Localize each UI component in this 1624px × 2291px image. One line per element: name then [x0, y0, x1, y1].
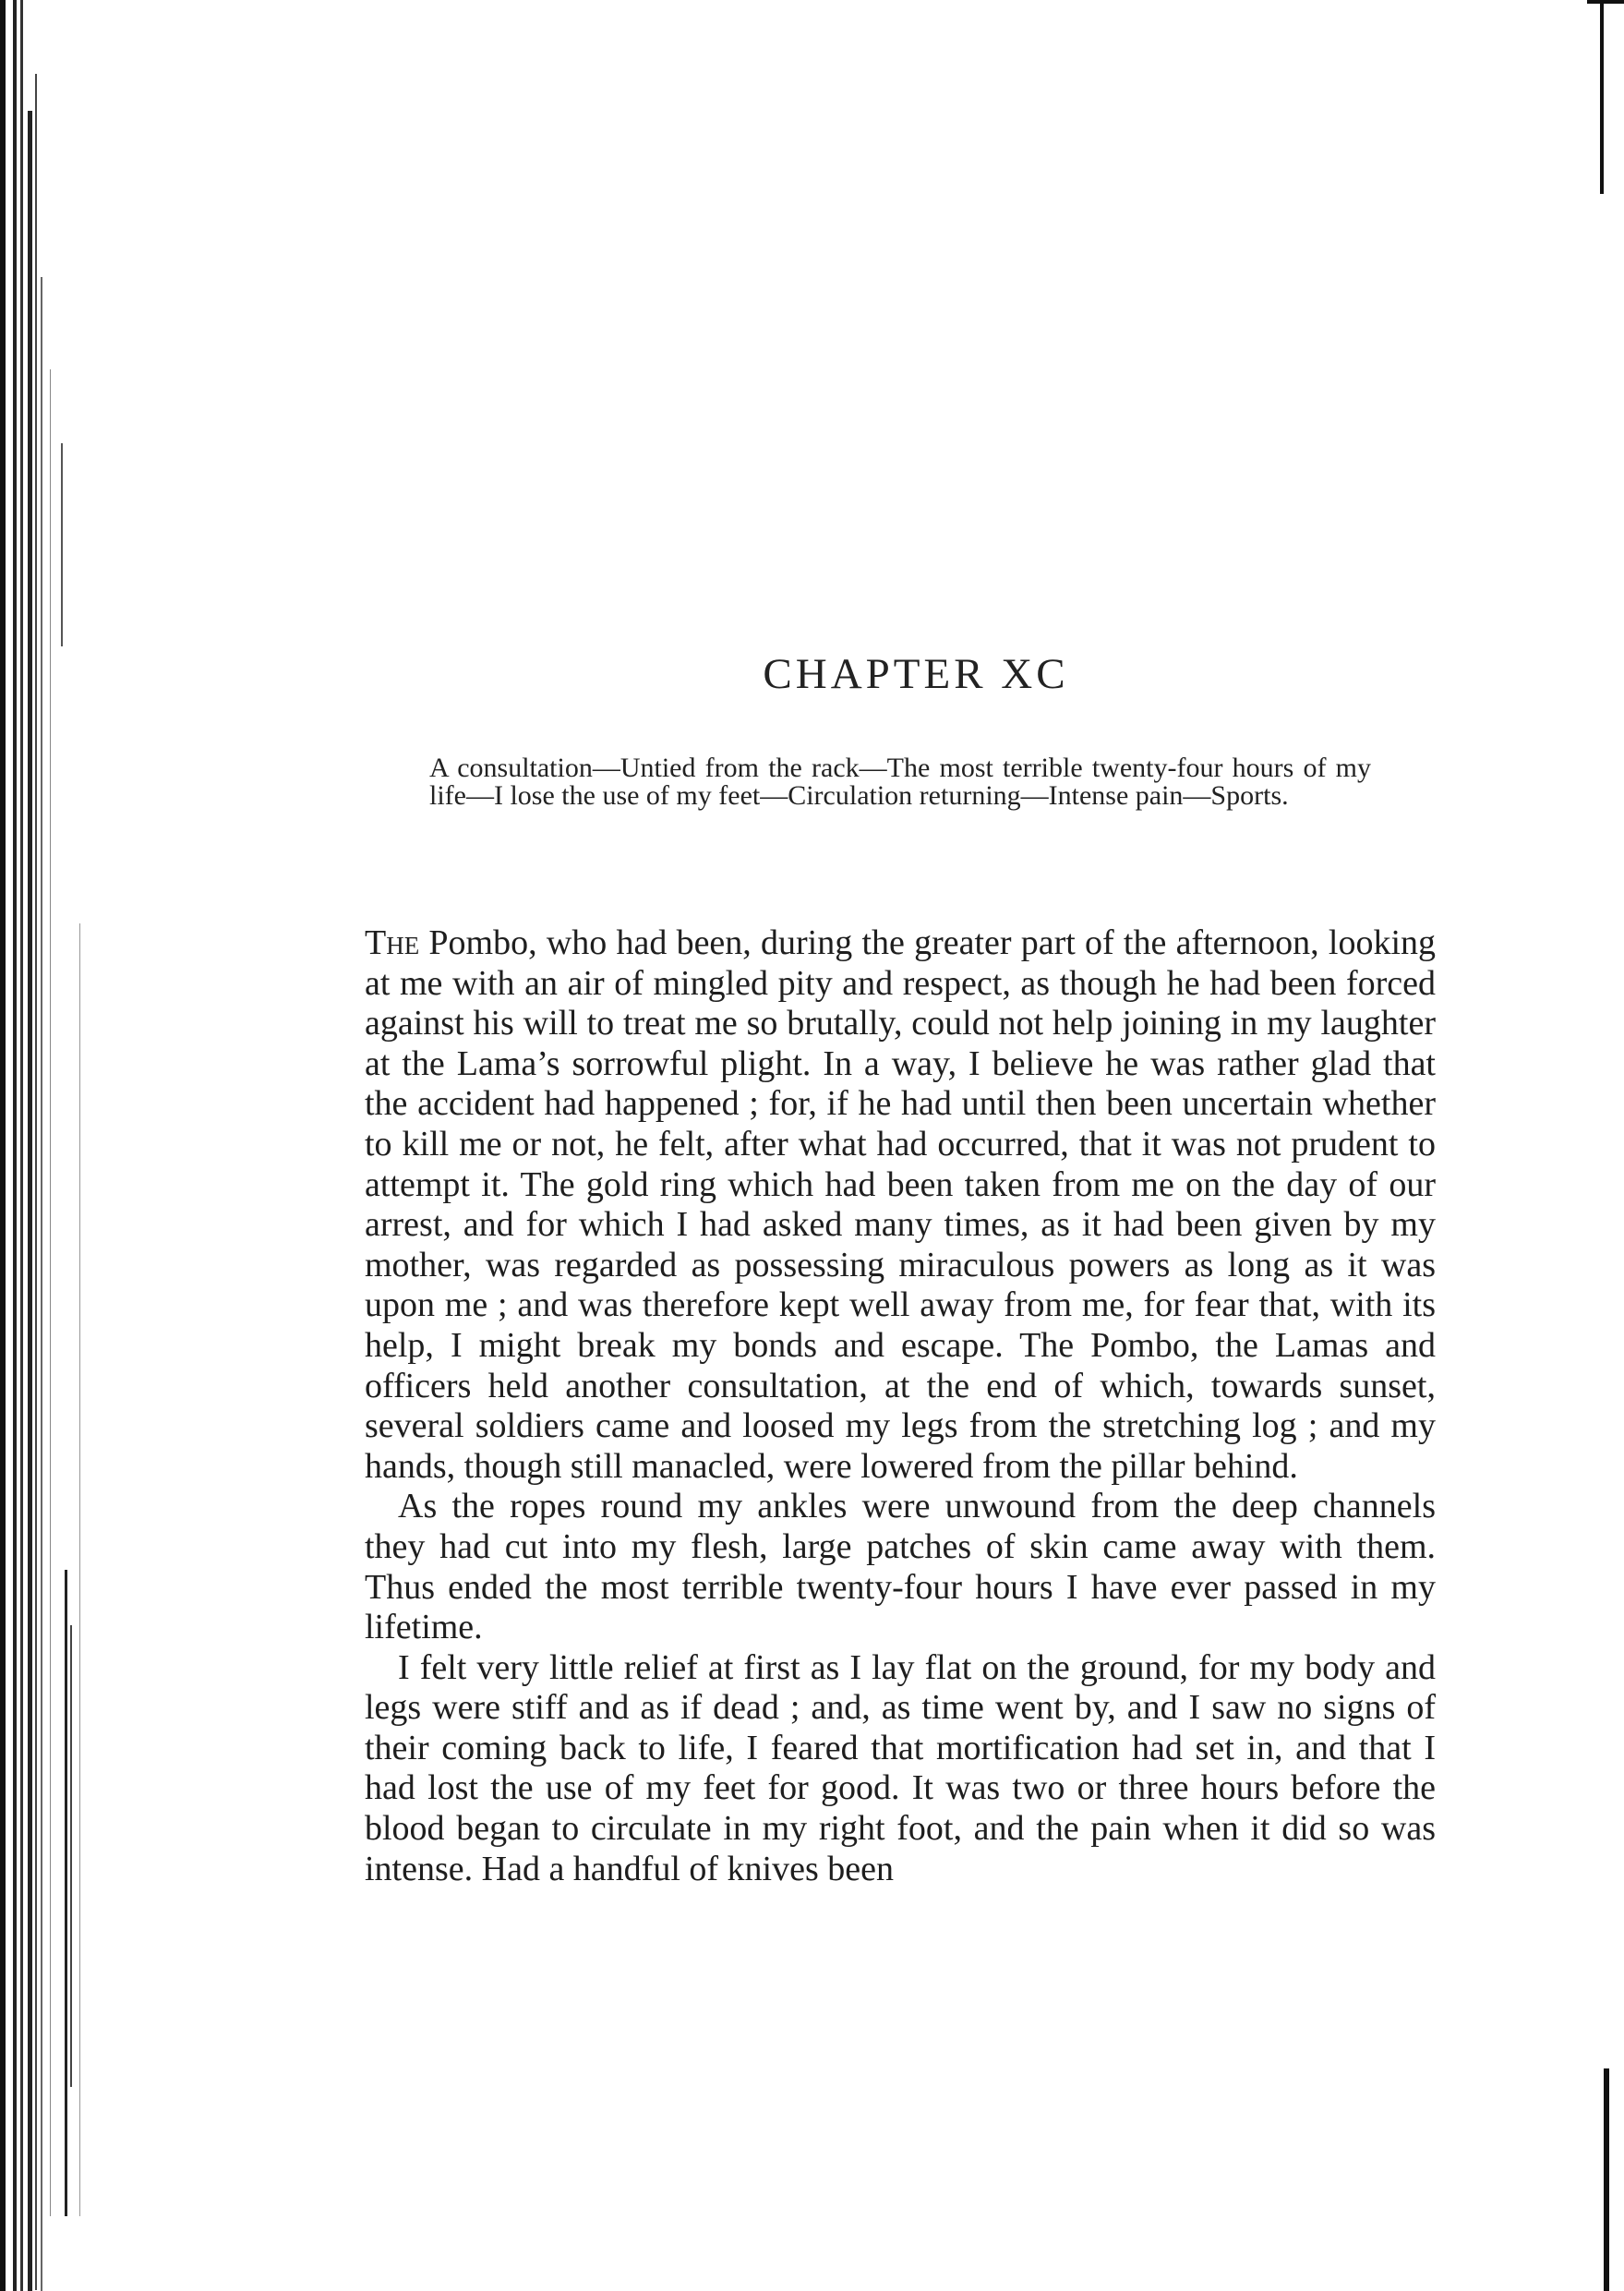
paragraph: As the ropes round my ankles were unwound from the deep channels they had cut into my flesh, large patches of skin came away with them. Thus ended the most terrible twenty-four hours I have ever passed in my lifetime. — [365, 1487, 1436, 1647]
chapter-title: CHAPTER XC — [763, 650, 1069, 698]
chapter-body — [365, 923, 1436, 1889]
paragraph: I felt very little relief at first as I lay flat on the ground, for my body and legs were stiff and as if dead ; and, as time went by, and I saw no signs of their coming back to life, I feared that mortification had set in, and that I had lost the use of my feet for good. It was two or three hours before the blood began to circulate in my right foot, and the pain when it did so was intense. Had a handful of knives been — [365, 1647, 1436, 1888]
page-right-edge — [1587, 0, 1624, 2291]
paragraph-text: Pombo, who had been, during the greater part of the afternoon, looking at me with an air of mingled pity and respect, as though he had been forced against his will to treat me so brutally, could not help joining in my laughter at the Lama’s sorrowful plight. In a way, I believe he was rather glad that the accident had happened ; for, if he had until then been uncertain whether to kill me or not, he felt, after what had occurred, that it was not prudent to attempt it. The gold ring which had been taken from me on the day of our arrest, and for which I had asked many times, as it had been given by my mother, was regarded as possessing miraculous powers as long as it was upon me ; and was therefore kept well away from me, for fear that, with its help, I might break my bonds and escape. The Pombo, the Lamas and officers held another consultation, at the end of which, towards sunset, several soldiers came and loosed my legs from the stretching log ; and my hands, though still manacled, were lowered from the pillar behind. — [365, 923, 1436, 1486]
page-binding-edge — [0, 0, 92, 2291]
paragraph-lead-word: The — [365, 923, 420, 962]
paragraph — [365, 923, 1436, 1487]
chapter-synopsis: A consultation—Untied from the rack—The most terrible twenty-four hours of my life—I lose the use of my feet—Circulation returning—Intense pain—Sports. — [429, 753, 1371, 811]
